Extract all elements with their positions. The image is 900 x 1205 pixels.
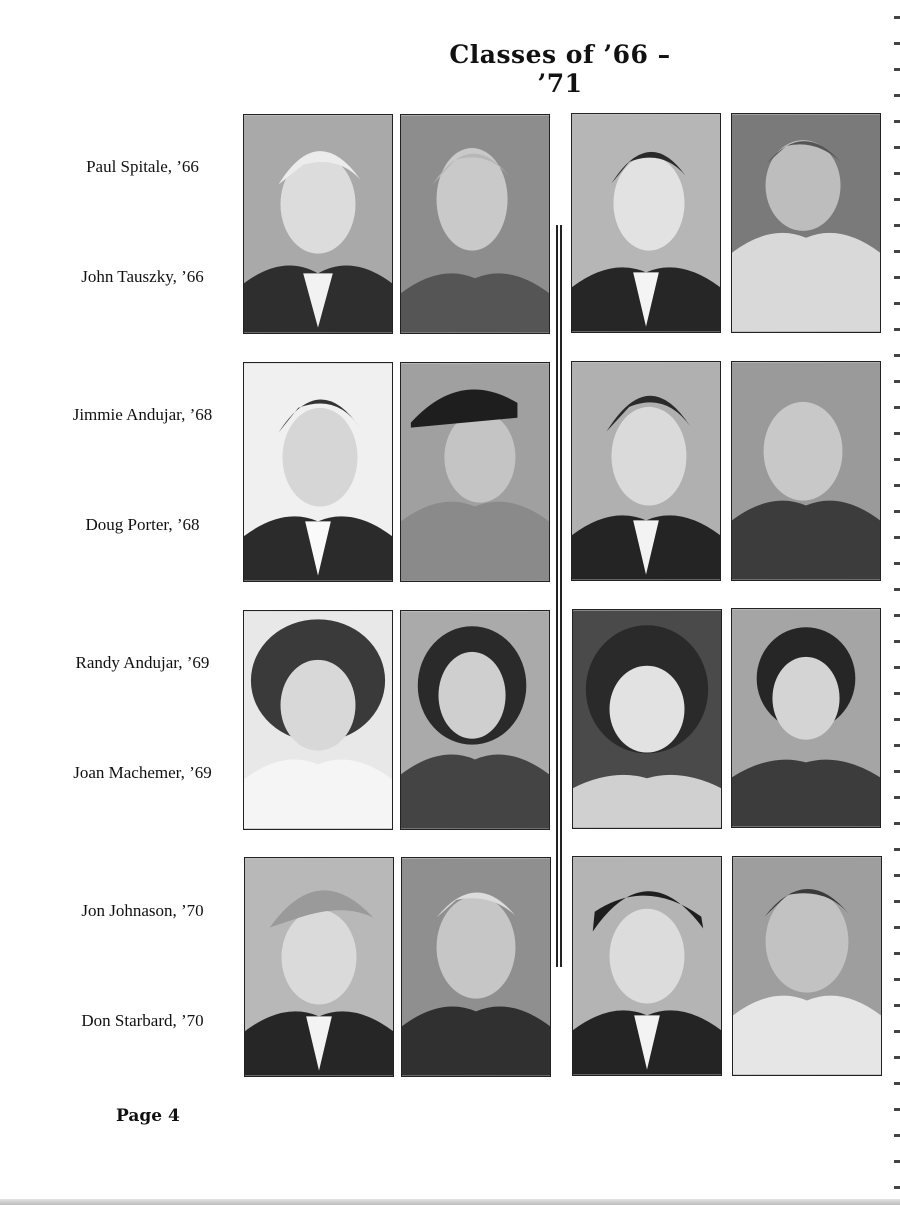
name-don-starbard: Don Starbard, ’70: [81, 1011, 204, 1030]
scan-edge: [0, 1199, 900, 1205]
photo-paul-spitale-then: [243, 114, 393, 334]
name-jon-johnason: Jon Johnason, ’70: [81, 901, 204, 920]
photo-jon-johnason-then: [244, 857, 394, 1077]
photo-don-starbard-now: [732, 856, 882, 1076]
name-joan-machemer: Joan Machemer, ’69: [73, 763, 212, 782]
page-title: Classes of ’66 – ’71: [449, 40, 671, 98]
photo-doug-porter-now: [731, 361, 881, 581]
photo-randy-andujar-now: [400, 610, 550, 830]
name-jimmie-andujar: Jimmie Andujar, ’68: [72, 405, 213, 424]
name-john-tauszky: John Tauszky, ’66: [81, 267, 204, 286]
page-number: Page 4: [116, 1106, 180, 1126]
photo-jimmie-andujar-now: [400, 362, 550, 582]
center-divider: [556, 225, 562, 967]
photo-john-tauszky-then: [571, 113, 721, 333]
photo-don-starbard-then: [572, 856, 722, 1076]
photo-john-tauszky-now: [731, 113, 881, 333]
photo-doug-porter-then: [571, 361, 721, 581]
photo-randy-andujar-then: [243, 610, 393, 830]
photo-joan-machemer-now: [731, 608, 881, 828]
name-paul-spitale: Paul Spitale, ’66: [86, 157, 199, 176]
spiral-binding: [894, 0, 900, 1200]
name-randy-andujar: Randy Andujar, ’69: [75, 653, 210, 672]
name-doug-porter: Doug Porter, ’68: [85, 515, 200, 534]
photo-jimmie-andujar-then: [243, 362, 393, 582]
photo-joan-machemer-then: [572, 609, 722, 829]
photo-paul-spitale-now: [400, 114, 550, 334]
photo-jon-johnason-now: [401, 857, 551, 1077]
